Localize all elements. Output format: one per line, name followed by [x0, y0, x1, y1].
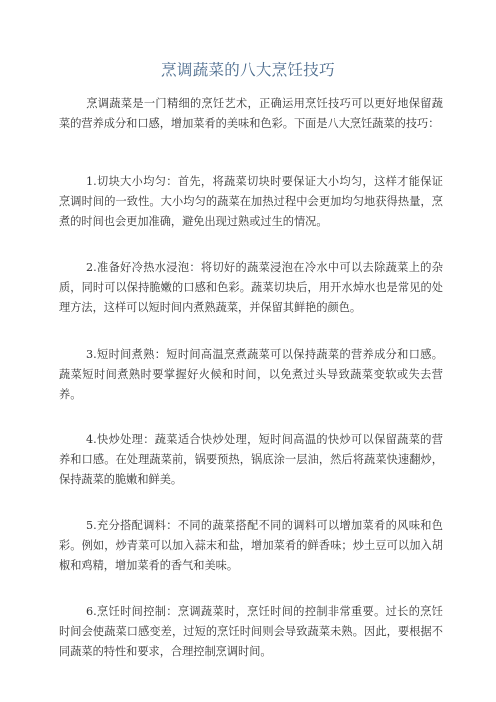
tip-paragraph-6 — [59, 602, 443, 662]
tip-paragraph-4 — [59, 430, 443, 490]
intro-paragraph — [59, 94, 443, 134]
document-title: 烹调蔬菜的八大烹饪技巧 — [161, 61, 335, 79]
tip-paragraph-1 — [59, 172, 443, 232]
tip-text-3: 3.短时间煮熟：短时间高温烹煮蔬菜可以保持蔬菜的营养成分和口感。蔬菜短时间煮熟时要掌握好火候和时间，以免煮过头导致蔬菜变软或失去营养。 — [59, 348, 443, 401]
intro-text: 烹调蔬菜是一门精细的烹饪艺术，正确运用烹饪技巧可以更好地保留蔬菜的营养成分和口感，增加菜肴的美味和色彩。下面是八大烹饪蔬菜的技巧： — [59, 97, 443, 130]
tip-text-4: 4.快炒处理：蔬菜适合快炒处理，短时间高温的快炒可以保留蔬菜的营养和口感。在处理蔬菜前，锅要预热，锅底涂一层油，然后将蔬菜快速翻炒，保持蔬菜的脆嫩和鲜美。 — [59, 433, 443, 486]
tip-paragraph-5 — [59, 516, 443, 576]
tip-text-2: 2.准备好冷热水浸泡：将切好的蔬菜浸泡在冷水中可以去除蔬菜上的杂质，同时可以保持脆嫩的口感和色彩。蔬菜切块后，用开水焯水也是常见的处理方法，这样可以短时间内煮熟蔬菜，并保留其鲜艳的颜色。 — [59, 261, 443, 314]
tip-text-6: 6.烹饪时间控制：烹调蔬菜时，烹饪时间的控制非常重要。过长的烹饪时间会使蔬菜口感变差，过短的烹饪时间则会导致蔬菜未熟。因此，要根据不同蔬菜的特性和要求，合理控制烹调时间。 — [59, 605, 443, 658]
tip-text-1: 1.切块大小均匀：首先，将蔬菜切块时要保证大小均匀，这样才能保证烹调时间的一致性。大小均匀的蔬菜在加热过程中会更加均匀地获得热量，烹煮的时间也会更加准确，避免出现过熟或过生的情况。 — [59, 175, 443, 228]
tip-paragraph-3 — [59, 345, 443, 405]
tip-text-5: 5.充分搭配调料：不同的蔬菜搭配不同的调料可以增加菜肴的风味和色彩。例如，炒青菜可以加入蒜末和盐，增加菜肴的鲜香味；炒土豆可以加入胡椒和鸡精，增加菜肴的香气和美味。 — [59, 519, 443, 572]
tip-paragraph-2 — [59, 258, 443, 318]
